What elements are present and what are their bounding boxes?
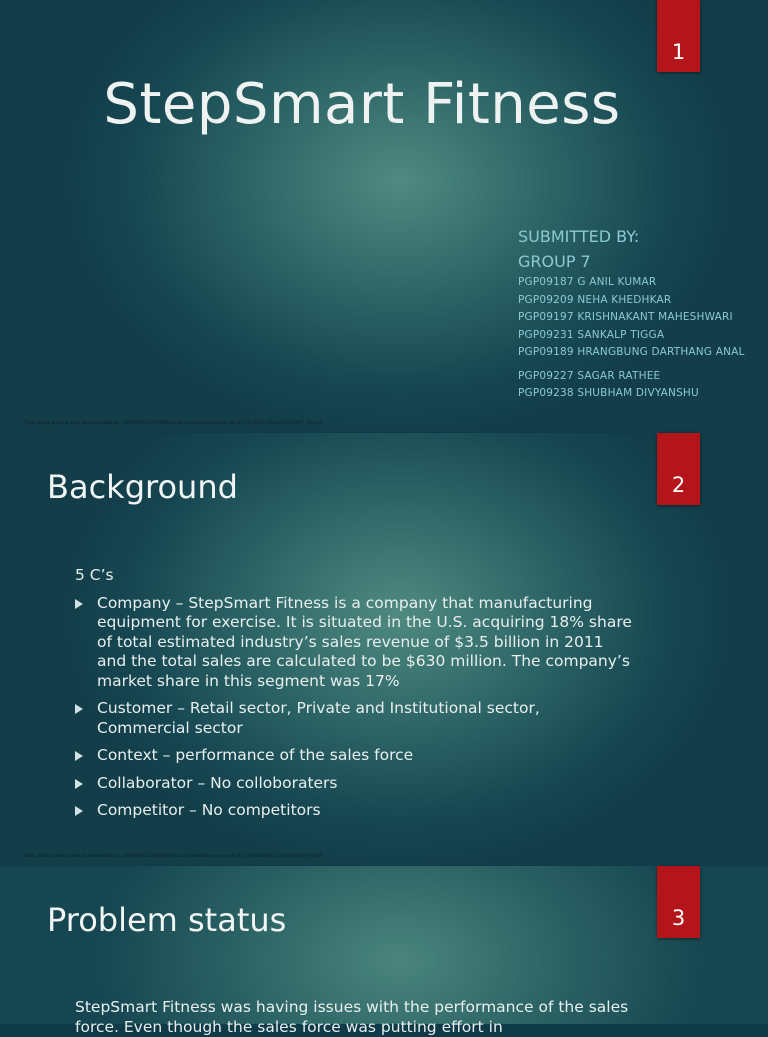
bullet-item [75, 594, 635, 692]
member-item: PGP09187 G ANIL KUMAR [518, 276, 657, 288]
group-label: GROUP 7 [518, 252, 591, 271]
bullet-text: Customer – Retail sector, Private and Institutional sector, Commercial sector [97, 699, 540, 737]
member-item: PGP09231 SANKALP TIGGA [518, 328, 665, 341]
bullet-text: Company – StepSmart Fitness is a company that manufacturing equipment for exercise. It is situated in the U.S. acquiring 18% share of total estimated industry’s sales revenue of $3.5 billion in 2011 and the total sales are calculated to be $630 million. The company’s market share in this segment was 17% [97, 593, 632, 690]
bullet-item [75, 774, 635, 794]
presentation-title: StepSmart Fitness [103, 72, 621, 137]
member-item: PGP09209 NEHA KHEDHKAR [518, 293, 672, 306]
slide-number-badge [657, 0, 700, 72]
triangle-bullet-icon [75, 779, 83, 789]
triangle-bullet-icon [75, 806, 83, 816]
bullet-text: Context – performance of the sales force [97, 746, 414, 764]
bullet-list [75, 594, 635, 821]
member-item: PGP09189 HRANGBUNG DARTHANG ANAL [518, 346, 745, 358]
triangle-bullet-icon [75, 751, 83, 761]
member-item: PGP09197 KRISHNAKANT MAHESHWARI [518, 311, 733, 323]
slide-2 [0, 433, 768, 865]
triangle-bullet-icon [75, 599, 83, 609]
bullet-text: Collaborator – No colloboraters [97, 773, 338, 792]
triangle-bullet-icon [75, 704, 83, 714]
slide-number-badge [657, 433, 700, 505]
bullet-item [75, 746, 635, 766]
intro-text: 5 C’s [75, 566, 114, 584]
slide-title: Background [47, 468, 238, 506]
member-item: PGP09238 SHUBHAM DIVYANSHU [518, 387, 699, 399]
slide-3 [0, 866, 768, 1036]
slide-1 [0, 0, 768, 432]
download-watermark: This study source was downloaded by 100000852700848 from CourseHero.com on 07-29-2022 08:12:56 GMT -05:00 [24, 853, 322, 859]
download-watermark: This study source was downloaded by 100000852700848 from CourseHero.com on 07-29-2022 08:12:56 GMT -05:00 [24, 420, 322, 426]
slide-content [75, 566, 635, 829]
bullet-item [75, 699, 635, 738]
bullet-text: Competitor – No competitors [97, 801, 321, 819]
member-item: PGP09227 SAGAR RATHEE [518, 369, 661, 382]
slide-body-text: StepSmart Fitness was having issues with the performance of the sales force. Even though the sales force was putting effort in [75, 998, 629, 1036]
slide-number-badge [657, 866, 700, 938]
submitted-by-block [518, 224, 745, 403]
slide-number: 2 [671, 473, 686, 497]
slide-title: Problem status [47, 901, 287, 939]
submitted-by-label: SUBMITTED BY: [518, 227, 640, 246]
bullet-item [75, 801, 635, 821]
slide-number: 1 [671, 40, 686, 64]
slide-number: 3 [671, 906, 686, 930]
